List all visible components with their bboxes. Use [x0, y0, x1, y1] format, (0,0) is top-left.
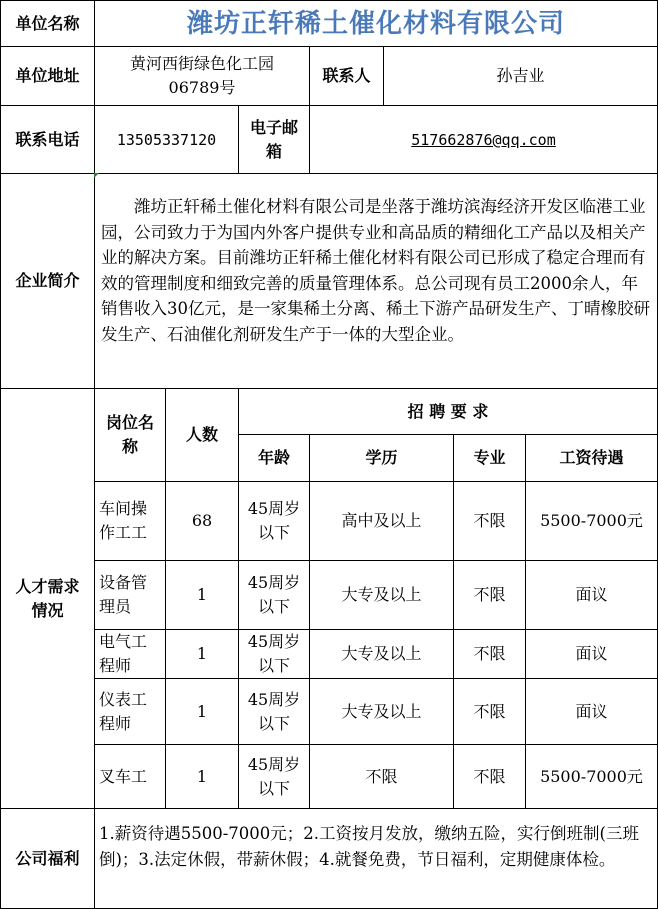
- job-count: 1: [165, 678, 239, 745]
- job-age: 45周岁以下: [238, 481, 310, 561]
- job-salary: 面议: [525, 678, 658, 745]
- job-count: 68: [165, 481, 239, 561]
- job-age: 45周岁以下: [238, 629, 310, 679]
- job-count: 1: [165, 744, 239, 809]
- job-position: 车间操作工工: [94, 481, 166, 561]
- job-education: 大专及以上: [309, 678, 454, 745]
- job-age: 45周岁以下: [238, 678, 310, 745]
- job-count: 1: [165, 629, 239, 679]
- job-age: 45周岁以下: [238, 560, 310, 630]
- job-position: 电气工程师: [94, 629, 166, 679]
- job-major: 不限: [453, 744, 526, 809]
- col-position-header: 岗位名称: [94, 388, 166, 482]
- job-salary: 5500-7000元: [525, 744, 658, 809]
- job-salary: 5500-7000元: [525, 481, 658, 561]
- job-education: 大专及以上: [309, 629, 454, 679]
- job-education: 不限: [309, 744, 454, 809]
- col-major-header: 专业: [453, 434, 526, 482]
- job-position: 仪表工程师: [94, 678, 166, 745]
- col-requirements-header: 招 聘 要 求: [238, 388, 658, 435]
- job-major: 不限: [453, 481, 526, 561]
- contact-label: 联系人: [309, 46, 384, 106]
- cell-comment-marker: [94, 173, 99, 178]
- job-salary: 面议: [525, 560, 658, 630]
- welfare-text: 1.薪资待遇5500-7000元；2.工资按月发放，缴纳五险，实行倒班制(三班倒)；3.法定休假，带薪休假；4.就餐免费，节日福利，定期健康体检。: [94, 808, 658, 909]
- company-profile-text: 潍坊正轩稀土催化材料有限公司是坐落于潍坊滨海经济开发区临港工业园，公司致力于为国内外客户提供专业和高品质的精细化工产品以及相关产业的解决方案。目前潍坊正轩稀土催化材料有限公司已形成了稳定合理而有效的管理制度和细致完善的质量管理体系。总公司现有员工2000余人，年销售收入30亿元，是一家集稀土分离、稀土下游产品研发生产、丁晴橡胶研发生产、石油催化剂研发生产于一体的大型企业。: [94, 173, 658, 389]
- job-salary: 面议: [525, 629, 658, 679]
- email-label: 电子邮箱: [238, 105, 310, 174]
- col-count-header: 人数: [165, 388, 239, 482]
- contact-person-value: 孙吉业: [383, 46, 658, 106]
- phone-label: 联系电话: [0, 105, 95, 174]
- welfare-label: 公司福利: [0, 808, 95, 909]
- company-name-title: 潍坊正轩稀土催化材料有限公司: [94, 0, 658, 47]
- col-age-header: 年龄: [238, 434, 310, 482]
- col-education-header: 学历: [309, 434, 454, 482]
- job-major: 不限: [453, 560, 526, 630]
- address-label: 单位地址: [0, 46, 95, 106]
- job-position: 叉车工: [94, 744, 166, 809]
- phone-value: 13505337120: [94, 105, 239, 174]
- job-major: 不限: [453, 678, 526, 745]
- profile-label: 企业简介: [0, 173, 95, 389]
- job-position: 设备管理员: [94, 560, 166, 630]
- address-value: 黄河西街绿色化工园06789号: [94, 46, 310, 106]
- job-major: 不限: [453, 629, 526, 679]
- email-link[interactable]: 517662876@qq.com: [309, 105, 658, 174]
- company-name-label: 单位名称: [0, 0, 95, 47]
- job-education: 大专及以上: [309, 560, 454, 630]
- job-education: 高中及以上: [309, 481, 454, 561]
- col-salary-header: 工资待遇: [525, 434, 658, 482]
- job-age: 45周岁以下: [238, 744, 310, 809]
- talent-label: 人才需求情况: [0, 388, 95, 809]
- job-count: 1: [165, 560, 239, 630]
